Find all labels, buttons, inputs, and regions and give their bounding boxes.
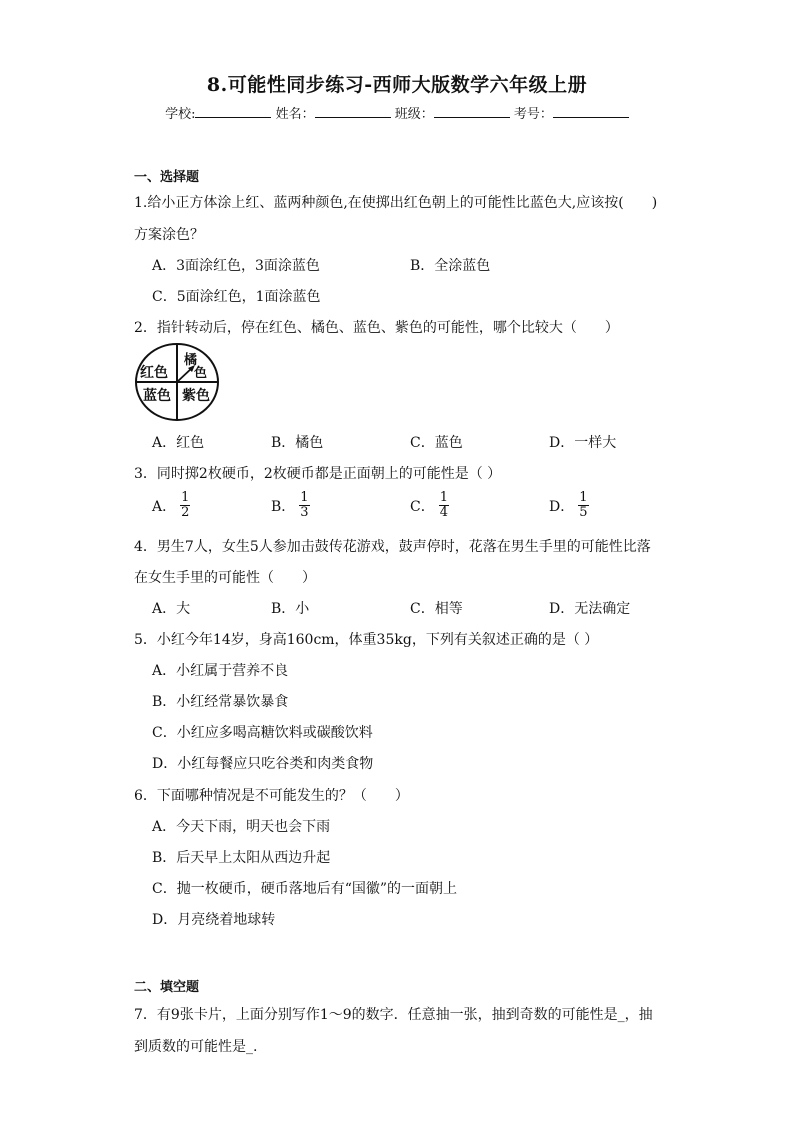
- q1-option-b[interactable]: B．全涂蓝色: [410, 258, 491, 274]
- question-7-text: 7．有9张卡片，上面分别写作1～9的数字．任意抽一张，抽到奇数的可能性是_，抽: [134, 1007, 653, 1023]
- q2-option-c[interactable]: C．蓝色: [410, 435, 463, 451]
- q6-option-b[interactable]: B．后天早上太阳从西边升起: [152, 850, 331, 866]
- q6-option-d[interactable]: D．月亮绕着地球转: [152, 912, 276, 928]
- q6-option-c[interactable]: C．抛一枚硬币，硬币落地后有“国徽”的一面朝上: [152, 881, 458, 897]
- q3-c-denominator: 4: [439, 505, 448, 520]
- question-6-text: 6．下面哪种情况是不可能发生的？（ ）: [134, 788, 409, 804]
- q2-option-a[interactable]: A．红色: [152, 435, 205, 451]
- question-7-text-cont: 到质数的可能性是_.: [134, 1039, 258, 1055]
- q3-option-d[interactable]: [549, 491, 589, 520]
- q3-option-a-label: A．: [152, 498, 177, 515]
- q5-option-b[interactable]: B．小红经常暴饮暴食: [152, 694, 289, 710]
- question-5-text: 5．小红今年14岁，身高160cm，体重35kg，下列有关叙述正确的是（ ）: [134, 632, 599, 648]
- q4-option-c[interactable]: C．相等: [410, 601, 463, 617]
- question-2-text: 2．指针转动后，停在红色、橘色、蓝色、紫色的可能性，哪个比较大（ ）: [134, 320, 619, 336]
- school-blank[interactable]: [195, 103, 271, 118]
- question-1-text: 1.给小正方体涂上红、蓝两种颜色,在使掷出红色朝上的可能性比蓝色大,应该按( ): [134, 195, 658, 211]
- question-4-text-cont: 在女生手里的可能性（ ）: [134, 570, 316, 586]
- q5-option-c[interactable]: C．小红应多喝高糖饮料或碳酸饮料: [152, 725, 373, 741]
- q3-option-b-label: B．: [271, 498, 296, 515]
- q1-option-a[interactable]: A．3面涂红色，3面涂蓝色: [152, 258, 320, 274]
- class-blank[interactable]: [434, 103, 510, 118]
- q2-option-b[interactable]: B．橘色: [271, 435, 324, 451]
- q5-option-a[interactable]: A．小红属于营养不良: [152, 663, 289, 679]
- q3-option-c-label: C．: [410, 498, 435, 515]
- section-choice-heading: 一、选择题: [134, 170, 200, 185]
- spinner-label-blue: 蓝色: [143, 388, 171, 404]
- q1-option-c[interactable]: C．5面涂红色，1面涂蓝色: [152, 289, 321, 305]
- q3-option-a-fraction: [180, 491, 190, 520]
- q3-option-b-fraction: [299, 491, 309, 520]
- q3-d-denominator: 5: [579, 505, 588, 520]
- spinner-label-purple: 紫色: [182, 388, 210, 404]
- q2-option-d[interactable]: D．一样大: [549, 435, 617, 451]
- student-info-line: [0, 103, 794, 122]
- q3-option-a[interactable]: [152, 491, 190, 520]
- section-fill-heading: 二、填空题: [134, 980, 200, 995]
- page-title: 8.可能性同步练习-西师大版数学六年级上册: [206, 74, 588, 96]
- q3-a-denominator: 2: [181, 505, 190, 520]
- q3-option-d-label: D．: [549, 498, 575, 515]
- q4-option-a[interactable]: A．大: [152, 601, 191, 617]
- q6-option-a[interactable]: A．今天下雨，明天也会下雨: [152, 819, 331, 835]
- number-blank[interactable]: [553, 103, 629, 118]
- number-label: 考号：: [513, 107, 553, 122]
- question-1-text-cont: 方案涂色？: [134, 227, 204, 243]
- question-3-text: 3．同时掷2枚硬币，2枚硬币都是正面朝上的可能性是（ ）: [134, 466, 502, 482]
- q4-option-b[interactable]: B．小: [271, 601, 310, 617]
- q3-d-numerator: 1: [579, 490, 588, 505]
- q3-a-numerator: 1: [181, 490, 190, 505]
- spinner-label-orange-2: 色: [194, 366, 208, 381]
- q4-option-d[interactable]: D．无法确定: [549, 601, 631, 617]
- class-label: 班级：: [394, 107, 434, 122]
- name-label: 姓名：: [275, 107, 315, 122]
- spinner-label-orange-1: 橘: [184, 353, 198, 368]
- name-blank[interactable]: [315, 103, 391, 118]
- q3-option-c[interactable]: [410, 491, 449, 520]
- question-4-text: 4．男生7人，女生5人参加击鼓传花游戏，鼓声停时，花落在男生手里的可能性比落: [134, 539, 651, 555]
- q3-option-c-fraction: [439, 491, 449, 520]
- q3-b-denominator: 3: [300, 505, 309, 520]
- spinner-diagram: [134, 342, 220, 422]
- spinner-label-red: 红色: [140, 365, 168, 381]
- school-label: 学校:: [165, 107, 196, 122]
- q5-option-d[interactable]: D．小红每餐应只吃谷类和肉类食物: [152, 756, 374, 772]
- q3-b-numerator: 1: [300, 490, 309, 505]
- q3-option-b[interactable]: [271, 491, 310, 520]
- q3-c-numerator: 1: [439, 490, 448, 505]
- q3-option-d-fraction: [578, 491, 588, 520]
